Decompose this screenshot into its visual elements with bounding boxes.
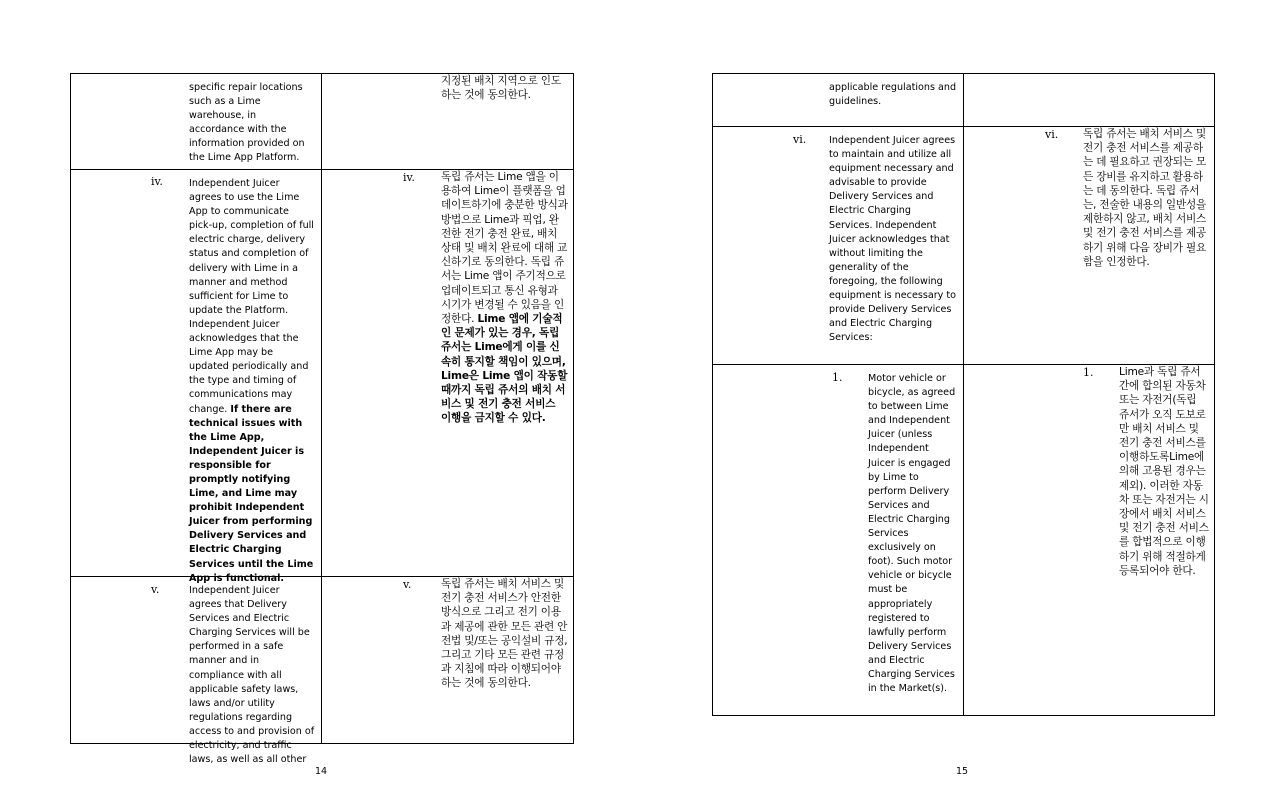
table-row	[71, 170, 574, 577]
korean-text-bold: Lime 앱에 기술적인 문제가 있는 경우, 독립 쥬서는 Lime에게 이를 신속히 통지할 책임이 있으며, Lime은 Lime 앱이 작동할 때까지 독립 쥬서의 배치 서비스 및 전기 충전 서비스 이행을 금지할 수 있다.	[441, 313, 568, 425]
page-number: 14	[315, 766, 328, 777]
english-cell	[71, 74, 322, 170]
table-row	[713, 127, 1215, 365]
clause-numeral: v.	[403, 578, 412, 591]
clause-numeral: 1.	[1083, 366, 1094, 379]
korean-cell	[964, 365, 1215, 716]
clause-numeral: vi.	[793, 133, 807, 146]
english-text: specific repair locations such as a Lime warehouse, in accordance with the information provided on the Lime App Platform.	[189, 82, 305, 164]
page-number: 15	[956, 766, 969, 777]
korean-cell	[322, 74, 574, 170]
english-cell	[71, 170, 322, 584]
right-translation-table	[712, 73, 1215, 716]
korean-cell	[964, 127, 1215, 365]
left-translation-table	[70, 73, 574, 766]
korean-text: 독립 쥬서는 배치 서비스 및 전기 충전 서비스를 제공하는 데 필요하고 권장되는 모든 장비를 유지하고 활용하는 데 동의한다. 독립 쥬서는, 전술한 내용의 일반성을 제한하지 않고, 배치 서비스 및 전기 충전 서비스를 제공하기 위해 다음 장비가 필요함을 인정한다.	[1083, 128, 1207, 268]
english-text: Motor vehicle or bicycle, as agreed to between Lime and Independent Juicer (unless Independent Juicer is engaged by Lime to perform Delivery Services and Electric Charging Services exclusively on foot). Such motor vehicle or bicycle must be appropriately registered to lawfully perform Delivery Services and Electric Charging Services in the Market(s).	[868, 373, 956, 695]
korean-text	[441, 170, 568, 426]
clause-numeral: 1.	[832, 371, 843, 384]
table-row	[713, 365, 1215, 716]
korean-cell	[964, 74, 1215, 127]
korean-cell	[322, 577, 574, 744]
clause-numeral: iv.	[403, 171, 415, 184]
english-cell	[713, 74, 964, 127]
korean-text-regular: 독립 쥬서는 Lime 앱을 이용하여 Lime이 플랫폼을 업데이트하기에 충분한 방식과 방법으로 Lime과 픽업, 완전한 전기 충전 완료, 배치 상태 및 배치 완료에 대해 교신하기로 동의한다. 독립 쥬서는 Lime 앱이 주기적으로 업데이트되고 통신 유형과 시기가 변경될 수 있음을 인정한다.	[441, 171, 568, 326]
english-text	[189, 177, 315, 586]
korean-cell	[322, 170, 574, 577]
english-cell	[713, 127, 964, 365]
right-page	[640, 0, 1280, 802]
english-cell	[71, 577, 322, 766]
table-row	[71, 577, 574, 744]
english-text: Independent Juicer agrees that Delivery Services and Electric Charging Services will be performed in a safe manner and in compliance with all applicable safety laws, laws and/or utility regulations regarding access to and provision of electricity, and traffic laws, as well as all other	[189, 585, 315, 766]
english-text-regular: Independent Juicer agrees to use the Lime App to communicate pick-up, completion of full electric charge, delivery status and completion of delivery with Lime in a manner and method sufficient for Lime to update the Platform. Independent Juicer acknowledges that the Lime App may be updated periodically and the type and timing of communications may change.	[189, 178, 314, 415]
english-text: applicable regulations and guidelines.	[829, 82, 957, 108]
english-text-bold: If there are technical issues with the Lime App, Independent Juicer is responsible for promptly notifying Lime, and Lime may prohibit Independent Juicer from performing Delivery Services and Electric Charging Services until the Lime App is functional.	[189, 403, 314, 584]
korean-text: Lime과 독립 쥬서 간에 합의된 자동차 또는 자전거(독립 쥬서가 오직 도보로만 배치 서비스 및 전기 충전 서비스를 이행하도록Lime에 의해 고용된 경우는 제외). 이러한 자동차 또는 자전거는 시장에서 배치 서비스 및 전기 충전 서비스를 합법적으로 이행하기 위해 적절하게 등록되어야 한다.	[1119, 366, 1209, 577]
clause-numeral: v.	[151, 583, 160, 596]
table-row	[71, 74, 574, 170]
korean-text: 지정된 배치 지역으로 인도하는 것에 동의한다.	[441, 75, 561, 102]
korean-text: 독립 쥬서는 배치 서비스 및 전기 충전 서비스가 안전한 방식으로 그리고 전기 이용과 제공에 관한 모든 관련 안전법 및/또는 공익설비 규정, 그리고 기타 모든 관련 규정과 지침에 따라 이행되어야 하는 것에 동의한다.	[441, 578, 568, 690]
english-text: Independent Juicer agrees to maintain and utilize all equipment necessary and advisable to provide Delivery Services and Electric Charging Services. Independent Juicer acknowledges that without limiting the generality of the foregoing, the following equipment is necessary to provide Delivery Services and Electric Charging Services:	[829, 135, 957, 344]
clause-numeral: vi.	[1045, 128, 1059, 141]
table-row	[713, 74, 1215, 127]
clause-numeral: iv.	[151, 175, 163, 188]
english-cell	[713, 365, 964, 716]
